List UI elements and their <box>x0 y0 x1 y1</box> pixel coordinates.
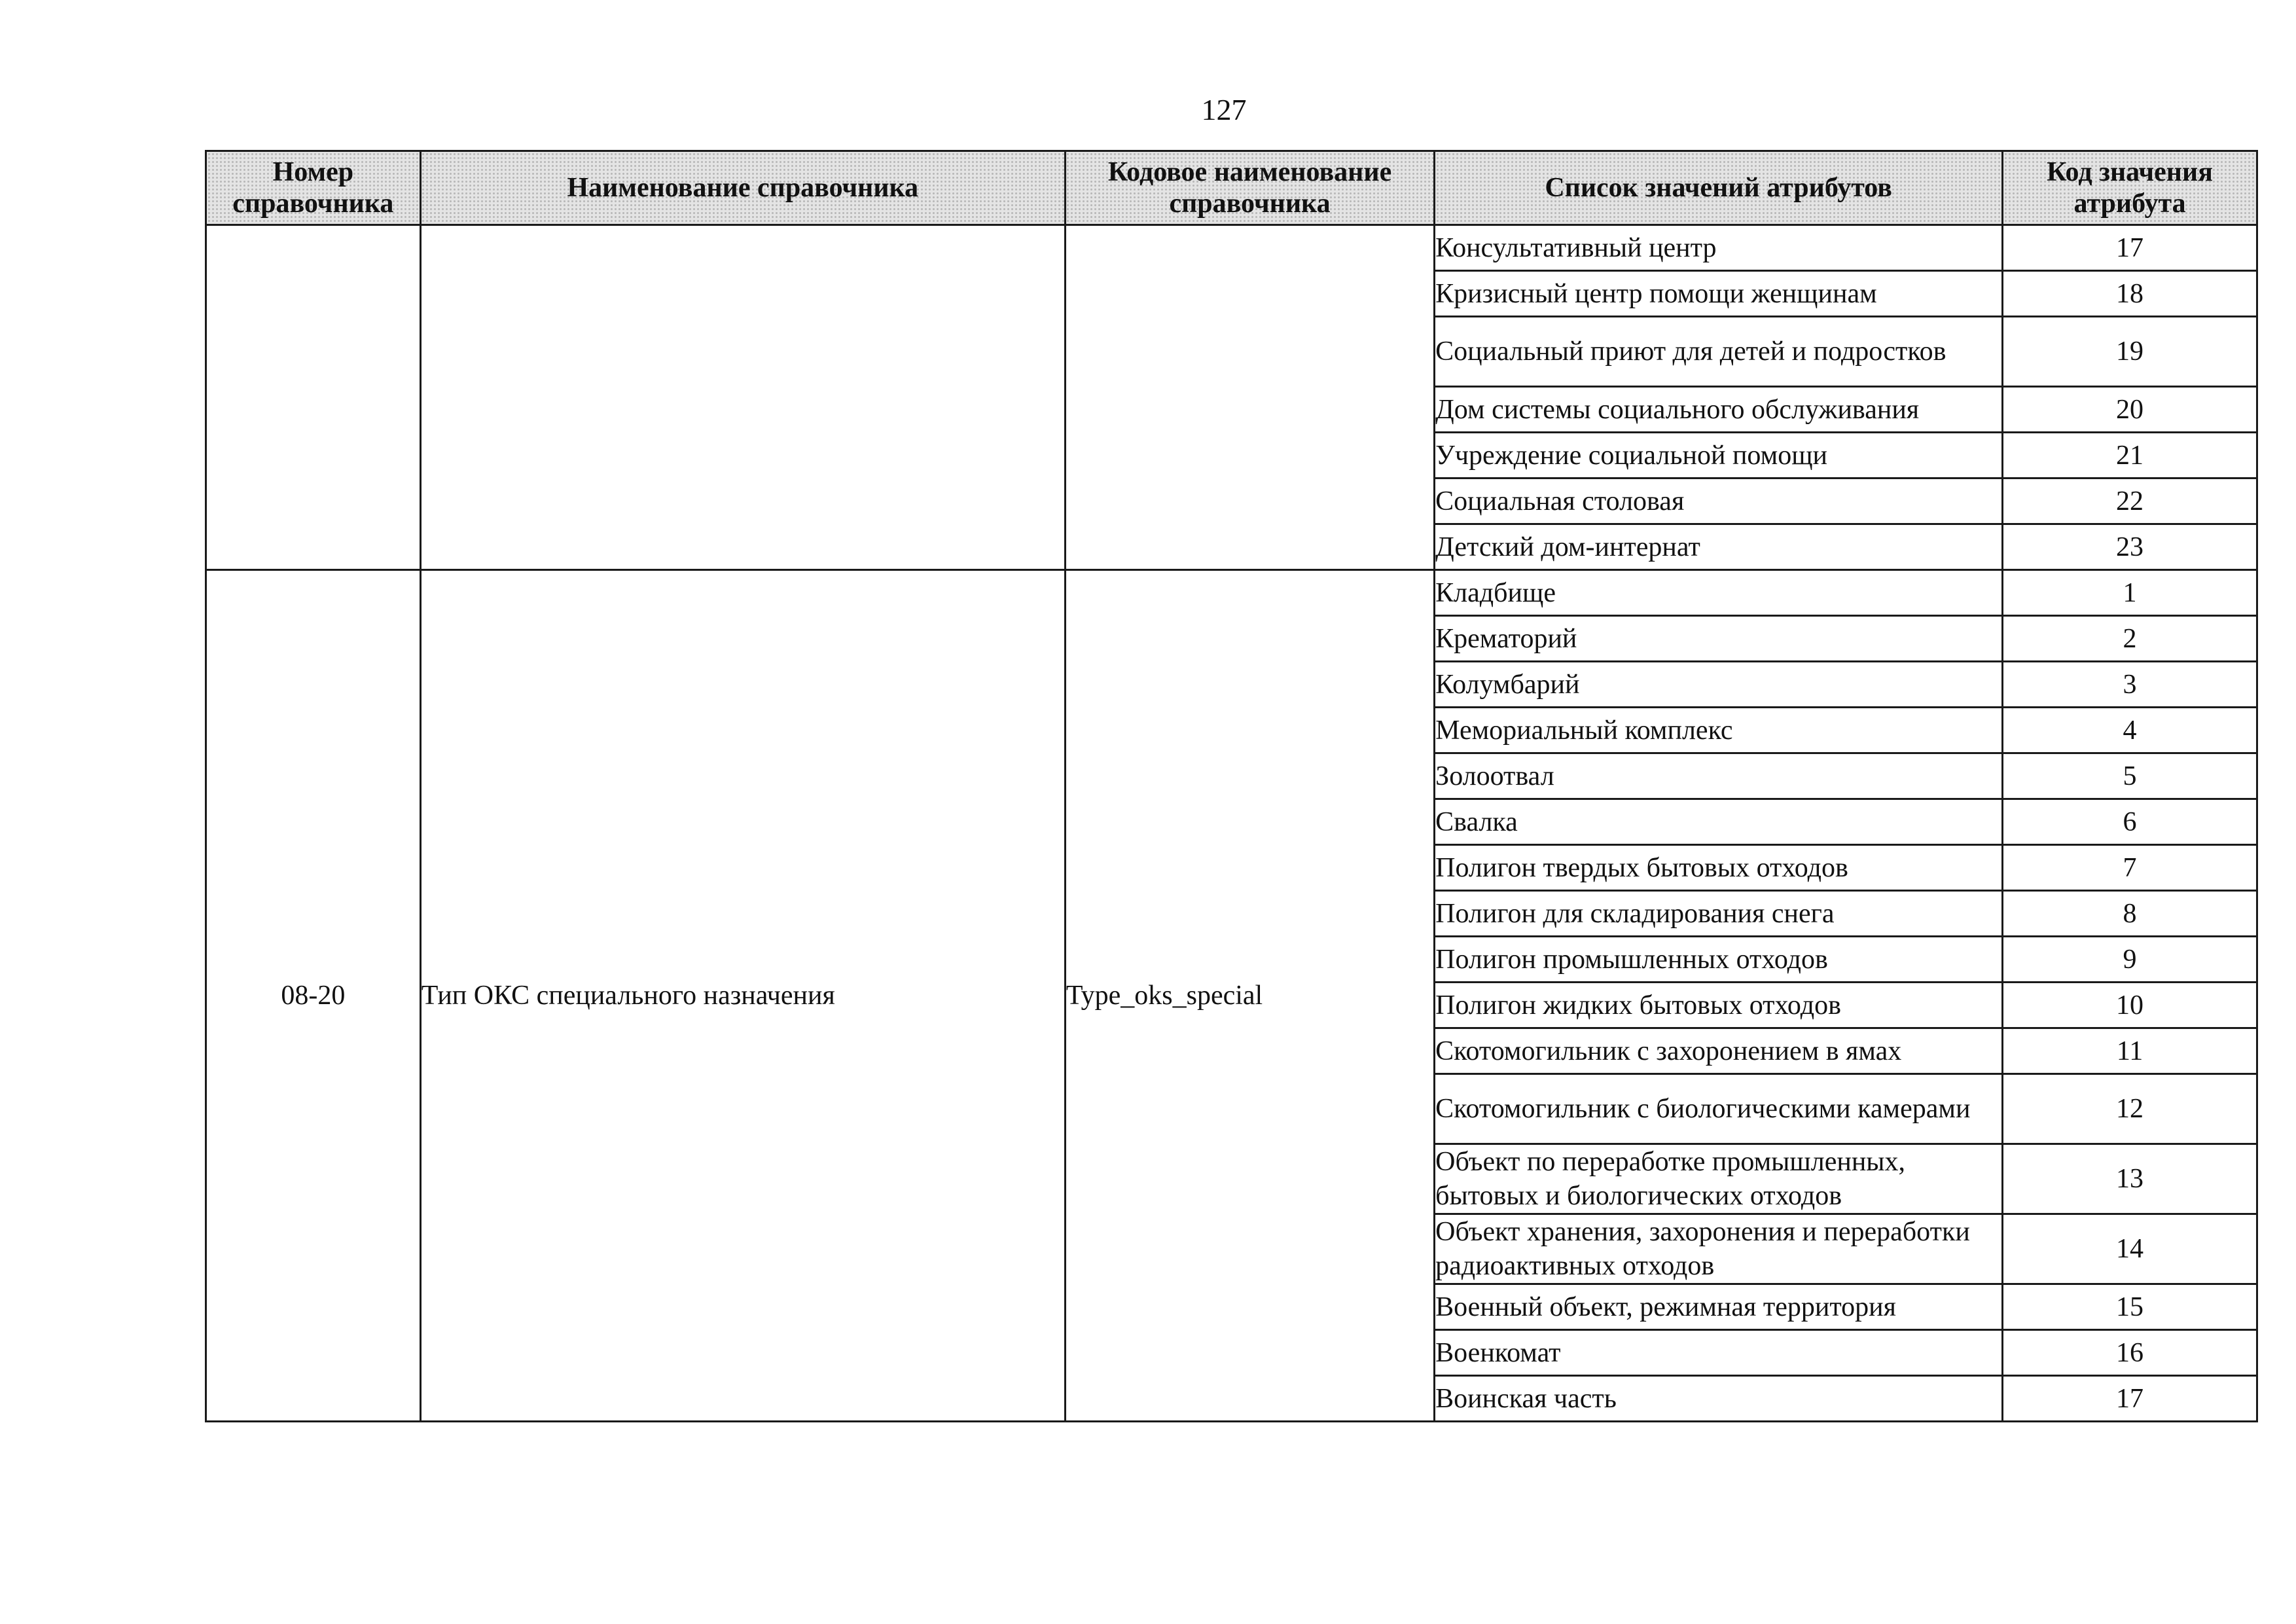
page-number: 127 <box>1201 93 1247 126</box>
attribute-value-name: Дом системы социального обслуживания <box>1435 387 2003 433</box>
attribute-value-name: Крематорий <box>1435 616 2003 662</box>
attribute-value-code: 13 <box>2003 1144 2257 1214</box>
attribute-value-name: Полигон твердых бытовых отходов <box>1435 845 2003 891</box>
attribute-value-name: Кризисный центр помощи женщинам <box>1435 271 2003 317</box>
header-directory-number: Номер справочника <box>206 151 421 225</box>
directory-number: 08-20 <box>206 570 421 1422</box>
attribute-value-name: Скотомогильник с биологическими камерами <box>1435 1074 2003 1144</box>
attribute-value-code: 9 <box>2003 937 2257 983</box>
attribute-value-code: 2 <box>2003 616 2257 662</box>
attribute-value-name: Объект хранения, захоронения и переработки радиоактивных отходов <box>1435 1214 2003 1284</box>
attribute-value-name: Консультативный центр <box>1435 225 2003 271</box>
attribute-value-code: 23 <box>2003 524 2257 570</box>
attribute-value-code: 15 <box>2003 1284 2257 1330</box>
attribute-value-code: 21 <box>2003 433 2257 478</box>
attribute-value-code: 18 <box>2003 271 2257 317</box>
continued-directory-number-cell <box>206 225 421 570</box>
attribute-value-code: 16 <box>2003 1330 2257 1376</box>
attribute-value-name: Полигон жидких бытовых отходов <box>1435 983 2003 1028</box>
attribute-value-name: Объект по переработке промышленных, бытовых и биологических отходов <box>1435 1144 2003 1214</box>
attribute-value-name: Кладбище <box>1435 570 2003 616</box>
attribute-value-code: 7 <box>2003 845 2257 891</box>
attribute-value-name: Свалка <box>1435 799 2003 845</box>
attribute-value-name: Военкомат <box>1435 1330 2003 1376</box>
continued-directory-name-cell <box>420 225 1065 570</box>
attribute-value-code: 20 <box>2003 387 2257 433</box>
attribute-value-code: 4 <box>2003 708 2257 753</box>
header-attribute-values: Список значений атрибутов <box>1435 151 2003 225</box>
attribute-value-code: 5 <box>2003 753 2257 799</box>
continued-directory-code-cell <box>1065 225 1434 570</box>
attribute-value-code: 1 <box>2003 570 2257 616</box>
attribute-value-name: Военный объект, режимная территория <box>1435 1284 2003 1330</box>
attribute-value-code: 22 <box>2003 478 2257 524</box>
attribute-value-code: 19 <box>2003 317 2257 387</box>
attribute-value-name: Полигон промышленных отходов <box>1435 937 2003 983</box>
header-attribute-value-code: Код значения атрибута <box>2003 151 2257 225</box>
directory-table <box>205 150 2258 1422</box>
attribute-value-name: Социальный приют для детей и подростков <box>1435 317 2003 387</box>
table-row <box>206 570 2257 616</box>
directory-code-name: Type_oks_special <box>1065 570 1434 1422</box>
attribute-value-code: 8 <box>2003 891 2257 937</box>
directory-name: Тип ОКС специального назначения <box>420 570 1065 1422</box>
attribute-value-code: 14 <box>2003 1214 2257 1284</box>
attribute-value-name: Скотомогильник с захоронением в ямах <box>1435 1028 2003 1074</box>
attribute-value-code: 17 <box>2003 225 2257 271</box>
attribute-value-code: 11 <box>2003 1028 2257 1074</box>
header-directory-code-name: Кодовое наименование справочника <box>1065 151 1434 225</box>
attribute-value-name: Детский дом-интернат <box>1435 524 2003 570</box>
header-directory-name: Наименование справочника <box>420 151 1065 225</box>
attribute-value-code: 17 <box>2003 1376 2257 1422</box>
attribute-value-name: Мемориальный комплекс <box>1435 708 2003 753</box>
table-header-row <box>206 151 2257 225</box>
attribute-value-name: Полигон для складирования снега <box>1435 891 2003 937</box>
attribute-value-name: Золоотвал <box>1435 753 2003 799</box>
attribute-value-code: 10 <box>2003 983 2257 1028</box>
table-row <box>206 225 2257 271</box>
attribute-value-code: 3 <box>2003 662 2257 708</box>
attribute-value-name: Социальная столовая <box>1435 478 2003 524</box>
attribute-value-name: Воинская часть <box>1435 1376 2003 1422</box>
attribute-value-name: Учреждение социальной помощи <box>1435 433 2003 478</box>
attribute-value-code: 12 <box>2003 1074 2257 1144</box>
attribute-value-name: Колумбарий <box>1435 662 2003 708</box>
attribute-value-code: 6 <box>2003 799 2257 845</box>
